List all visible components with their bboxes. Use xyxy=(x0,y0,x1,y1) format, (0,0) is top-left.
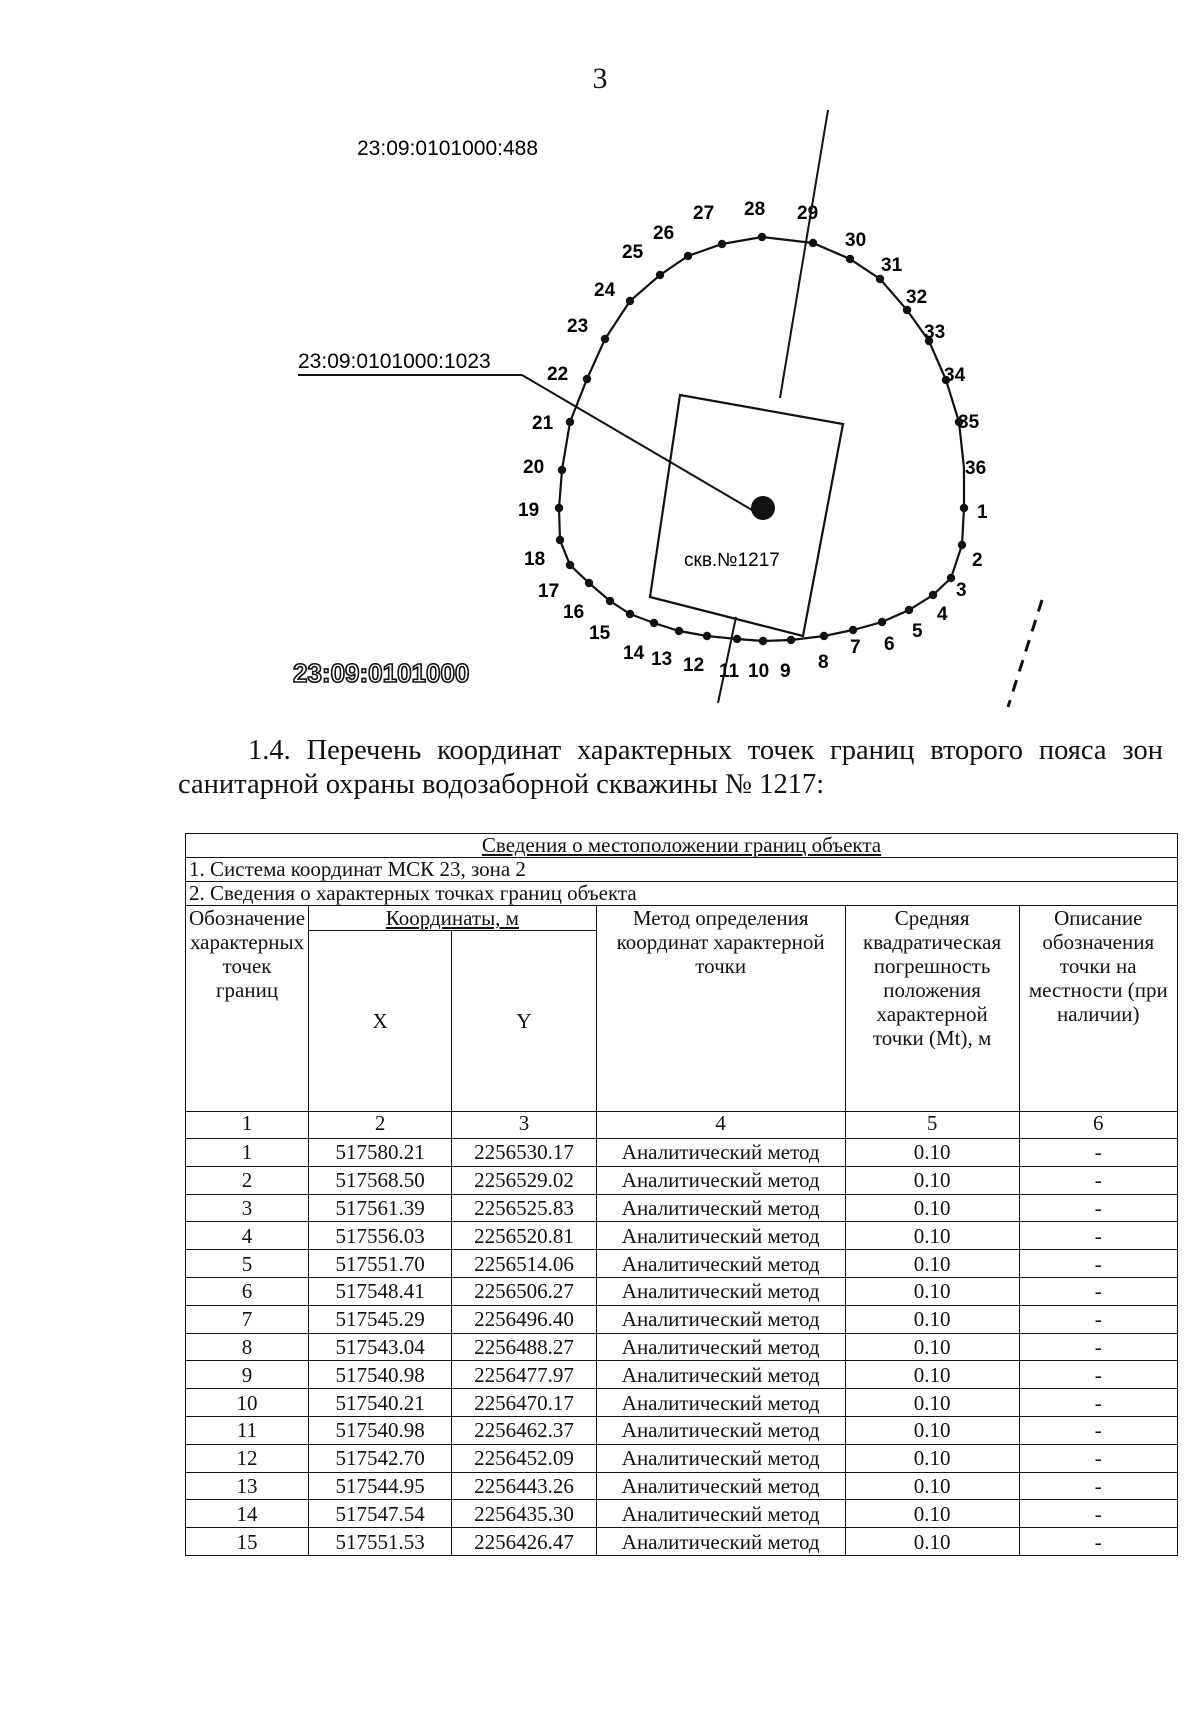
point-label: 31 xyxy=(881,255,903,276)
table-row xyxy=(186,1166,1178,1194)
point-number: 11 xyxy=(186,1416,309,1444)
description: - xyxy=(1019,1139,1177,1167)
coord-y: 2256525.83 xyxy=(452,1194,597,1222)
zone-vertex xyxy=(556,536,564,544)
table-row xyxy=(186,1194,1178,1222)
zone-vertex xyxy=(684,252,692,260)
method: Аналитический метод xyxy=(596,1389,845,1417)
point-label: 30 xyxy=(845,230,867,251)
method: Аналитический метод xyxy=(596,1166,845,1194)
description: - xyxy=(1019,1277,1177,1305)
table-row xyxy=(186,1305,1178,1333)
point-number: 3 xyxy=(186,1194,309,1222)
zone-vertex xyxy=(675,627,683,635)
well-marker-icon xyxy=(751,496,775,520)
coord-x: 517580.21 xyxy=(309,1139,452,1167)
point-label: 15 xyxy=(589,623,611,644)
column-number: 3 xyxy=(452,1112,597,1139)
point-number: 9 xyxy=(186,1361,309,1389)
description: - xyxy=(1019,1416,1177,1444)
coord-y: 2256477.97 xyxy=(452,1361,597,1389)
parcel-rectangle xyxy=(650,395,843,636)
table-row xyxy=(186,1472,1178,1500)
coord-y: 2256443.26 xyxy=(452,1472,597,1500)
method: Аналитический метод xyxy=(596,1472,845,1500)
mean-error: 0.10 xyxy=(845,1500,1019,1528)
point-number: 8 xyxy=(186,1333,309,1361)
point-label: 24 xyxy=(594,280,616,301)
coord-x: 517561.39 xyxy=(309,1194,452,1222)
header-method: Метод определения координат характерной точки xyxy=(596,906,845,1112)
leader-line-diagonal xyxy=(522,375,752,510)
coord-y: 2256514.06 xyxy=(452,1250,597,1278)
zone-vertex xyxy=(606,597,614,605)
coord-x: 517556.03 xyxy=(309,1222,452,1250)
table-row xyxy=(186,1333,1178,1361)
method: Аналитический метод xyxy=(596,1361,845,1389)
mean-error: 0.10 xyxy=(845,1361,1019,1389)
point-label: 5 xyxy=(912,621,923,642)
zone-vertex xyxy=(878,618,886,626)
quarter-number: 23:09:0101000 xyxy=(293,658,470,688)
coord-x: 517548.41 xyxy=(309,1277,452,1305)
page-number: 3 xyxy=(592,62,608,95)
point-labels xyxy=(518,199,988,682)
mean-error: 0.10 xyxy=(845,1389,1019,1417)
description: - xyxy=(1019,1250,1177,1278)
coordinates-table xyxy=(185,833,1178,1556)
table-row xyxy=(186,1277,1178,1305)
table-section: 2. Сведения о характерных точках границ объекта xyxy=(186,882,1178,906)
mean-error: 0.10 xyxy=(845,1444,1019,1472)
zone-vertex xyxy=(583,375,591,383)
header-description: Описание обозначения точки на местности (при наличии) xyxy=(1019,906,1177,1112)
header-point: Обозначение характерных точек границ xyxy=(186,906,309,1112)
point-label: 3 xyxy=(956,580,967,601)
zone-vertex xyxy=(650,619,658,627)
point-label: 35 xyxy=(958,412,980,433)
zone-vertex xyxy=(758,233,766,241)
point-number: 7 xyxy=(186,1305,309,1333)
mean-error: 0.10 xyxy=(845,1305,1019,1333)
zone-vertex xyxy=(960,504,968,512)
point-label: 26 xyxy=(653,223,675,244)
header-y: Y xyxy=(452,931,597,1112)
well-label: скв.№1217 xyxy=(684,550,780,571)
zone-vertex xyxy=(849,626,857,634)
description: - xyxy=(1019,1444,1177,1472)
method: Аналитический метод xyxy=(596,1222,845,1250)
coord-x: 517551.70 xyxy=(309,1250,452,1278)
table-row xyxy=(186,1389,1178,1417)
method: Аналитический метод xyxy=(596,1305,845,1333)
table-row xyxy=(186,1250,1178,1278)
point-label: 29 xyxy=(797,203,819,224)
zone-vertex xyxy=(566,418,574,426)
mean-error: 0.10 xyxy=(845,1166,1019,1194)
point-label: 19 xyxy=(518,500,540,521)
point-label: 16 xyxy=(563,602,585,623)
coord-y: 2256520.81 xyxy=(452,1222,597,1250)
zone-vertex xyxy=(555,504,563,512)
method: Аналитический метод xyxy=(596,1500,845,1528)
point-label: 34 xyxy=(944,365,966,386)
zone-vertex xyxy=(759,637,767,645)
point-number: 15 xyxy=(186,1528,309,1556)
point-label: 32 xyxy=(906,287,928,308)
zone-vertex xyxy=(585,579,593,587)
zone-vertex xyxy=(626,610,634,618)
description: - xyxy=(1019,1528,1177,1556)
method: Аналитический метод xyxy=(596,1277,845,1305)
zone-vertex xyxy=(626,297,634,305)
point-number: 1 xyxy=(186,1139,309,1167)
coord-y: 2256435.30 xyxy=(452,1500,597,1528)
table-row xyxy=(186,1500,1178,1528)
point-label: 23 xyxy=(567,316,589,337)
parcel-number-top: 23:09:0101000:488 xyxy=(357,137,539,160)
description: - xyxy=(1019,1472,1177,1500)
header-x: X xyxy=(309,931,452,1112)
mean-error: 0.10 xyxy=(845,1277,1019,1305)
zone-vertex xyxy=(820,632,828,640)
point-number: 10 xyxy=(186,1389,309,1417)
coord-x: 517540.21 xyxy=(309,1389,452,1417)
column-number: 2 xyxy=(309,1112,452,1139)
table-row xyxy=(186,1528,1178,1556)
coord-y: 2256462.37 xyxy=(452,1416,597,1444)
mean-error: 0.10 xyxy=(845,1528,1019,1556)
header-error: Средняя квадратическая погрешность положения характерной точки (Mt), м xyxy=(845,906,1019,1112)
point-label: 33 xyxy=(924,322,946,343)
table-row xyxy=(186,1361,1178,1389)
zone-vertex xyxy=(846,255,854,263)
zone-vertex xyxy=(703,632,711,640)
zone-boundary xyxy=(559,237,964,641)
mean-error: 0.10 xyxy=(845,1194,1019,1222)
mean-error: 0.10 xyxy=(845,1222,1019,1250)
zone-vertex xyxy=(566,561,574,569)
zone-vertex xyxy=(656,271,664,279)
description: - xyxy=(1019,1333,1177,1361)
boundary-scheme xyxy=(0,0,1200,720)
method: Аналитический метод xyxy=(596,1139,845,1167)
coord-x: 517547.54 xyxy=(309,1500,452,1528)
point-number: 4 xyxy=(186,1222,309,1250)
coord-x: 517543.04 xyxy=(309,1333,452,1361)
cadastral-line-south xyxy=(718,617,736,703)
zone-vertex xyxy=(929,591,937,599)
point-label: 4 xyxy=(937,604,948,625)
point-label: 14 xyxy=(623,643,645,664)
table-row xyxy=(186,1222,1178,1250)
parcel-number-inner: 23:09:0101000:1023 xyxy=(298,350,491,373)
zone-vertex xyxy=(958,541,966,549)
zone-vertex xyxy=(601,335,609,343)
point-label: 6 xyxy=(884,634,895,655)
point-label: 18 xyxy=(524,549,546,570)
coord-x: 517551.53 xyxy=(309,1528,452,1556)
point-number: 12 xyxy=(186,1444,309,1472)
column-number: 5 xyxy=(845,1112,1019,1139)
mean-error: 0.10 xyxy=(845,1250,1019,1278)
point-label: 9 xyxy=(780,661,791,682)
heading-line-2: санитарной охраны водозаборной скважины № 1217: xyxy=(178,769,825,800)
table-row xyxy=(186,1444,1178,1472)
point-label: 12 xyxy=(683,655,705,676)
point-number: 2 xyxy=(186,1166,309,1194)
point-label: 28 xyxy=(744,199,766,220)
column-number: 1 xyxy=(186,1112,309,1139)
zone-vertex xyxy=(809,239,817,247)
point-label: 10 xyxy=(748,661,770,682)
description: - xyxy=(1019,1500,1177,1528)
coord-y: 2256452.09 xyxy=(452,1444,597,1472)
method: Аналитический метод xyxy=(596,1528,845,1556)
coord-y: 2256426.47 xyxy=(452,1528,597,1556)
point-label: 21 xyxy=(532,413,554,434)
description: - xyxy=(1019,1222,1177,1250)
point-label: 11 xyxy=(719,661,740,682)
description: - xyxy=(1019,1166,1177,1194)
point-label: 36 xyxy=(965,458,987,479)
description: - xyxy=(1019,1305,1177,1333)
zone-vertex xyxy=(947,574,955,582)
point-label: 25 xyxy=(622,242,644,263)
section-heading xyxy=(178,734,1163,802)
point-label: 8 xyxy=(818,652,829,673)
dashed-boundary-line xyxy=(1008,600,1042,707)
coord-y: 2256529.02 xyxy=(452,1166,597,1194)
method: Аналитический метод xyxy=(596,1250,845,1278)
coord-y: 2256496.40 xyxy=(452,1305,597,1333)
description: - xyxy=(1019,1361,1177,1389)
point-label: 13 xyxy=(651,649,673,670)
method: Аналитический метод xyxy=(596,1194,845,1222)
point-label: 17 xyxy=(538,581,560,602)
point-label: 1 xyxy=(977,502,988,523)
point-label: 27 xyxy=(693,203,715,224)
method: Аналитический метод xyxy=(596,1333,845,1361)
description: - xyxy=(1019,1194,1177,1222)
method: Аналитический метод xyxy=(596,1416,845,1444)
mean-error: 0.10 xyxy=(845,1333,1019,1361)
column-number: 6 xyxy=(1019,1112,1177,1139)
coord-x: 517542.70 xyxy=(309,1444,452,1472)
coord-x: 517540.98 xyxy=(309,1416,452,1444)
zone-vertex xyxy=(876,275,884,283)
table-row xyxy=(186,1139,1178,1167)
column-number: 4 xyxy=(596,1112,845,1139)
zone-vertex xyxy=(718,240,726,248)
coord-y: 2256530.17 xyxy=(452,1139,597,1167)
coord-x: 517545.29 xyxy=(309,1305,452,1333)
point-number: 6 xyxy=(186,1277,309,1305)
header-coordinates: Координаты, м xyxy=(309,906,597,931)
method: Аналитический метод xyxy=(596,1444,845,1472)
coord-y: 2256470.17 xyxy=(452,1389,597,1417)
zone-vertex xyxy=(905,606,913,614)
point-label: 2 xyxy=(972,550,983,571)
point-label: 20 xyxy=(523,457,545,478)
coord-y: 2256506.27 xyxy=(452,1277,597,1305)
point-number: 14 xyxy=(186,1500,309,1528)
description: - xyxy=(1019,1389,1177,1417)
point-label: 22 xyxy=(547,364,569,385)
coord-y: 2256488.27 xyxy=(452,1333,597,1361)
point-label: 7 xyxy=(850,637,861,658)
coord-x: 517540.98 xyxy=(309,1361,452,1389)
coord-x: 517544.95 xyxy=(309,1472,452,1500)
point-number: 13 xyxy=(186,1472,309,1500)
point-number: 5 xyxy=(186,1250,309,1278)
coord-x: 517568.50 xyxy=(309,1166,452,1194)
zone-vertex xyxy=(787,636,795,644)
cadastral-line-north xyxy=(780,110,828,398)
table-row xyxy=(186,1416,1178,1444)
zone-vertex xyxy=(733,635,741,643)
zone-vertex xyxy=(558,466,566,474)
table-title: Сведения о местоположении границ объекта xyxy=(186,834,1178,858)
mean-error: 0.10 xyxy=(845,1139,1019,1167)
coordinate-system: 1. Система координат МСК 23, зона 2 xyxy=(186,858,1178,882)
heading-line-1: 1.4. Перечень координат характерных точек границ второго пояса зон xyxy=(248,735,1163,766)
mean-error: 0.10 xyxy=(845,1472,1019,1500)
mean-error: 0.10 xyxy=(845,1416,1019,1444)
